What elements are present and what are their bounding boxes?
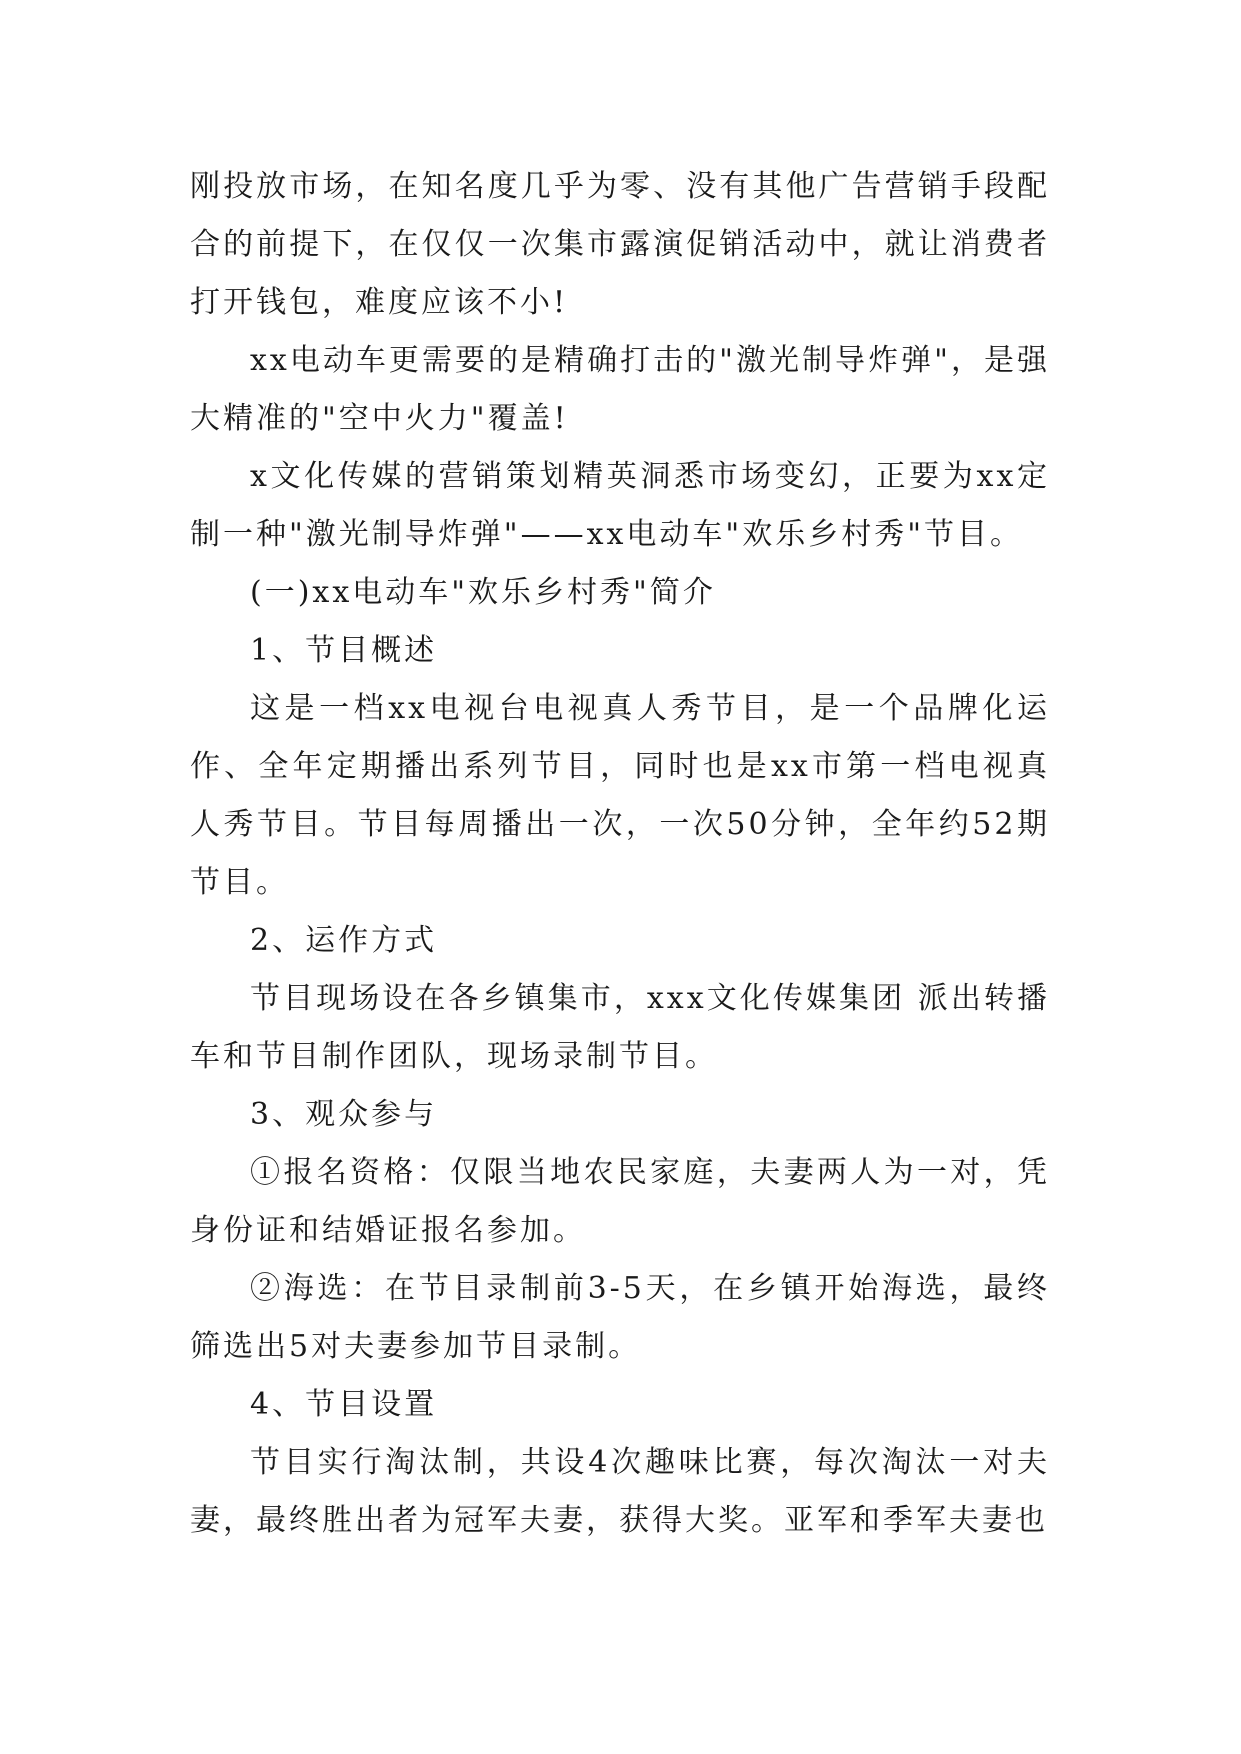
subheading-audience: 3、观众参与 bbox=[250, 1097, 438, 1132]
subheading-setup: 4、节目设置 bbox=[250, 1387, 438, 1422]
paragraph-setup: 节目实行淘汰制，共设4次趣味比赛，每次淘汰一对夫妻，最终胜出者为冠军夫妻，获得大奖。亚军和季军夫妻也 bbox=[190, 1445, 1050, 1538]
paragraph-laser-bomb: xx电动车更需要的是精确打击的"激光制导炸弹"，是强大精准的"空中火力"覆盖! bbox=[190, 343, 1050, 436]
paragraph-audition: ②海选：在节目录制前3-5天，在乡镇开始海选，最终筛选出5对夫妻参加节目录制。 bbox=[190, 1271, 1050, 1364]
paragraph-overview: 这是一档xx电视台电视真人秀节目，是一个品牌化运作、全年定期播出系列节目，同时也是xx市第一档电视真人秀节目。节目每周播出一次，一次50分钟，全年约52期节目。 bbox=[190, 691, 1050, 900]
subheading-operation: 2、运作方式 bbox=[250, 923, 438, 958]
document-body bbox=[190, 158, 1050, 1550]
paragraph-eligibility: ①报名资格：仅限当地农民家庭，夫妻两人为一对，凭身份证和结婚证报名参加。 bbox=[190, 1155, 1050, 1248]
section-heading-intro: (一)xx电动车"欢乐乡村秀"简介 bbox=[250, 575, 716, 610]
paragraph-market-intro: 刚投放市场，在知名度几乎为零、没有其他广告营销手段配合的前提下，在仅仅一次集市露演促销活动中，就让消费者打开钱包，难度应该不小! bbox=[190, 169, 1050, 320]
subheading-overview: 1、节目概述 bbox=[250, 633, 438, 668]
paragraph-media-plan: x文化传媒的营销策划精英洞悉市场变幻，正要为xx定制一种"激光制导炸弹"——xx电动车"欢乐乡村秀"节目。 bbox=[190, 459, 1050, 552]
paragraph-operation: 节目现场设在各乡镇集市，xxx文化传媒集团 派出转播车和节目制作团队，现场录制节目。 bbox=[190, 981, 1050, 1074]
